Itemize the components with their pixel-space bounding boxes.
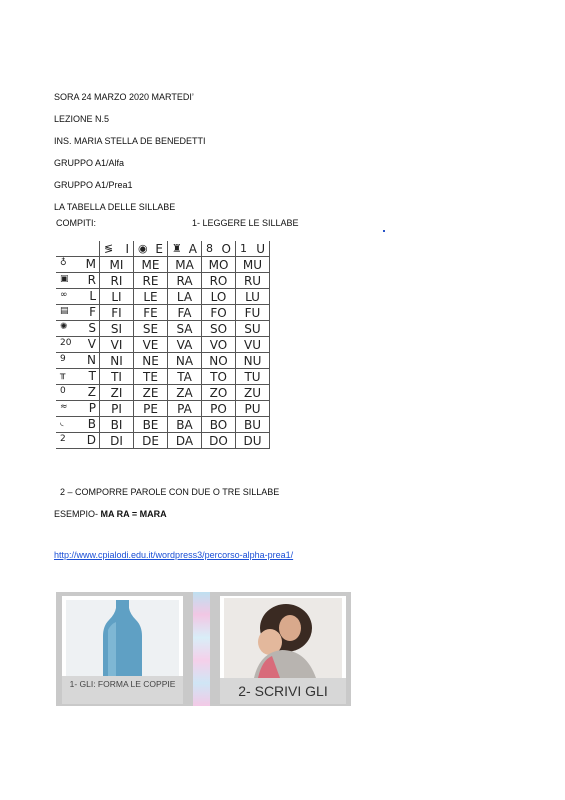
bottle-icon: ♜ <box>172 242 182 255</box>
syllable-cell: ZA <box>168 385 202 401</box>
consonant-header <box>56 289 100 305</box>
syllable-cell: ME <box>134 257 168 273</box>
course-link[interactable]: http://www.cpialodi.edu.it/wordpress3/percorso-alpha-prea1/ <box>54 550 294 560</box>
table-row <box>56 433 270 449</box>
banana-icon: ◟ <box>60 418 64 428</box>
consonant-header <box>56 337 100 353</box>
consonant-header <box>56 353 100 369</box>
vowel-header <box>202 241 236 257</box>
syllable-cell: SU <box>236 321 270 337</box>
consonant-letter: T <box>88 369 96 383</box>
vowel-letter: A <box>188 241 197 256</box>
table-row <box>56 353 270 369</box>
card2-caption: 2- SCRIVI GLI <box>220 678 346 704</box>
syllable-cell: PU <box>236 401 270 417</box>
example-prefix: ESEMPIO- <box>54 509 101 519</box>
syllable-cell: VO <box>202 337 236 353</box>
syllable-cell: RO <box>202 273 236 289</box>
vowel-header <box>168 241 202 257</box>
task-1: 1- LEGGERE LE SILLABE <box>192 218 299 228</box>
table-row <box>56 257 270 273</box>
tasks-label: COMPITI: <box>56 218 96 228</box>
syllable-cell: RA <box>168 273 202 289</box>
syllable-cell: RE <box>134 273 168 289</box>
syllable-cell: RU <box>236 273 270 289</box>
table-corner-cell <box>56 241 100 257</box>
consonant-letter: M <box>85 257 96 271</box>
syllable-cell: ZE <box>134 385 168 401</box>
syllable-cell: SA <box>168 321 202 337</box>
mother-child-image <box>224 598 342 678</box>
apple-icon: ♁ <box>60 258 67 268</box>
syllable-cell: LU <box>236 289 270 305</box>
consonant-letter: F <box>89 305 96 319</box>
vowel-header <box>100 241 134 257</box>
syllable-cell: MI <box>100 257 134 273</box>
syllable-cell: ZI <box>100 385 134 401</box>
glasses-icon: ∞ <box>60 290 68 300</box>
table-header-row <box>56 241 270 257</box>
number-icon: 0 <box>60 386 66 396</box>
syllable-cell: MO <box>202 257 236 273</box>
vowel-letter: E <box>155 241 163 256</box>
number-icon: 1 <box>240 242 247 255</box>
consonant-letter: S <box>88 321 96 335</box>
stray-mark <box>383 230 385 232</box>
consonant-letter: B <box>87 417 96 431</box>
table-row <box>56 369 270 385</box>
sun-icon: ✺ <box>60 322 68 332</box>
syllable-cell: TU <box>236 369 270 385</box>
syllable-cell: SO <box>202 321 236 337</box>
syllable-cell: LO <box>202 289 236 305</box>
bottle-image <box>66 600 179 676</box>
syllable-cell: NU <box>236 353 270 369</box>
header-date: SORA 24 MARZO 2020 MARTEDI’ <box>54 92 194 102</box>
photo-icon: ▤ <box>60 306 69 316</box>
table-icon: ╥ <box>60 370 66 380</box>
syllable-cell: VU <box>236 337 270 353</box>
video-card-write[interactable] <box>220 596 346 704</box>
syllable-cell: DU <box>236 433 270 449</box>
syllable-cell: BO <box>202 417 236 433</box>
syllable-cell: TE <box>134 369 168 385</box>
syllable-table <box>56 241 270 449</box>
consonant-header <box>56 433 100 449</box>
syllable-cell: DE <box>134 433 168 449</box>
consonant-header <box>56 401 100 417</box>
snake-icon: ≶ <box>104 242 114 255</box>
consonant-header <box>56 369 100 385</box>
consonant-letter: P <box>88 401 96 415</box>
syllable-cell: DI <box>100 433 134 449</box>
card1-caption: 1- GLI: FORMA LE COPPIE <box>62 676 183 704</box>
syllable-cell: SI <box>100 321 134 337</box>
media-strip <box>56 592 351 706</box>
syllable-cell: TI <box>100 369 134 385</box>
syllable-cell: TA <box>168 369 202 385</box>
consonant-letter: R <box>87 273 96 287</box>
vowel-letter: O <box>221 241 231 256</box>
group-prea1: GRUPPO A1/Prea1 <box>54 180 133 190</box>
syllable-cell: PI <box>100 401 134 417</box>
table-row <box>56 417 270 433</box>
table-row <box>56 401 270 417</box>
number-icon: 2 <box>60 434 66 444</box>
radio-icon: ▣ <box>60 274 69 284</box>
consonant-header <box>56 385 100 401</box>
table-row <box>56 337 270 353</box>
consonant-header <box>56 273 100 289</box>
syllable-cell: PA <box>168 401 202 417</box>
syllable-cell: VE <box>134 337 168 353</box>
table-row <box>56 321 270 337</box>
syllable-cell: BU <box>236 417 270 433</box>
syllable-cell: TO <box>202 369 236 385</box>
group-alfa: GRUPPO A1/Alfa <box>54 158 125 168</box>
syllable-cell: LA <box>168 289 202 305</box>
table-row <box>56 385 270 401</box>
consonant-letter: D <box>86 433 96 447</box>
vowel-letter: U <box>256 241 265 256</box>
syllable-cell: DA <box>168 433 202 449</box>
syllable-cell: NA <box>168 353 202 369</box>
vowel-letter: I <box>125 241 129 256</box>
circle-icon: ◉ <box>138 242 148 255</box>
consonant-header <box>56 305 100 321</box>
syllable-cell: DO <box>202 433 236 449</box>
number-icon: 8 <box>206 242 213 255</box>
syllable-cell: LI <box>100 289 134 305</box>
table-row <box>56 289 270 305</box>
consonant-header <box>56 321 100 337</box>
syllable-cell: MA <box>168 257 202 273</box>
syllable-cell: ZO <box>202 385 236 401</box>
consonant-letter: N <box>87 353 96 367</box>
syllable-cell: SE <box>134 321 168 337</box>
example-line <box>54 509 167 519</box>
syllable-cell: BI <box>100 417 134 433</box>
fish-icon: ≈ <box>60 402 68 412</box>
syllable-cell: BE <box>134 417 168 433</box>
syllable-cell: NO <box>202 353 236 369</box>
example-text: MA RA = MARA <box>100 509 167 519</box>
syllable-cell: FE <box>134 305 168 321</box>
number-icon: 20 <box>60 338 72 348</box>
syllable-cell: PO <box>202 401 236 417</box>
teacher-name: INS. MARIA STELLA DE BENEDETTI <box>54 136 206 146</box>
table-row <box>56 305 270 321</box>
syllable-cell: FA <box>168 305 202 321</box>
syllable-cell: FO <box>202 305 236 321</box>
lesson-number: LEZIONE N.5 <box>54 114 110 124</box>
syllable-cell: BA <box>168 417 202 433</box>
syllable-cell: RI <box>100 273 134 289</box>
consonant-letter: Z <box>87 385 96 399</box>
section-title: LA TABELLA DELLE SILLABE <box>54 202 176 212</box>
syllable-cell: LE <box>134 289 168 305</box>
decorative-strip <box>193 592 210 706</box>
syllable-cell: PE <box>134 401 168 417</box>
consonant-header <box>56 417 100 433</box>
syllable-cell: VA <box>168 337 202 353</box>
syllable-cell: NE <box>134 353 168 369</box>
syllable-cell: VI <box>100 337 134 353</box>
consonant-header <box>56 257 100 273</box>
syllable-cell: NI <box>100 353 134 369</box>
consonant-letter: V <box>87 337 96 351</box>
vowel-header <box>236 241 270 257</box>
number-icon: 9 <box>60 354 66 364</box>
video-card-pairs[interactable] <box>62 596 183 704</box>
vowel-header <box>134 241 168 257</box>
table-row <box>56 273 270 289</box>
syllable-cell: ZU <box>236 385 270 401</box>
syllable-cell: FI <box>100 305 134 321</box>
syllable-cell: FU <box>236 305 270 321</box>
tasks-line <box>56 218 299 228</box>
syllable-cell: MU <box>236 257 270 273</box>
task-2: 2 – COMPORRE PAROLE CON DUE O TRE SILLABE <box>60 487 280 497</box>
consonant-letter: L <box>89 289 96 303</box>
